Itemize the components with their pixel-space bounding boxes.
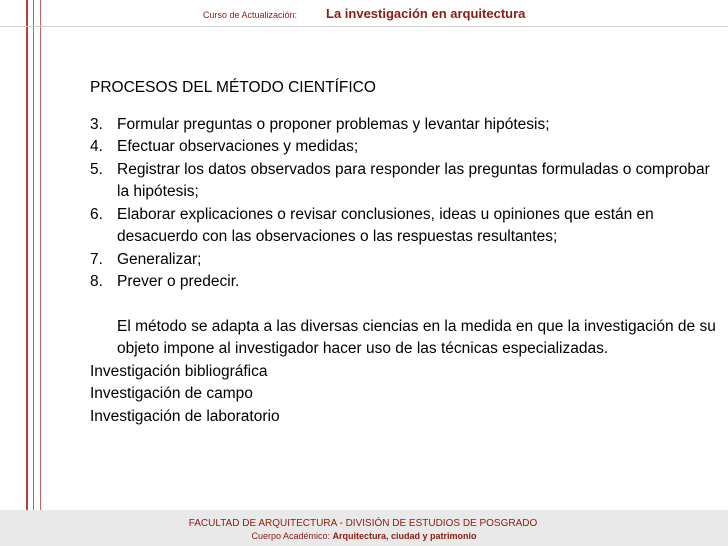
list-item [90,136,720,159]
slide-footer [0,510,728,546]
research-type-laboratory: Investigación de laboratorio [90,407,280,425]
course-title: La investigación en arquitectura [326,6,526,21]
footer-value: Arquitectura, ciudad y patrimonio [332,531,477,541]
step-number: 4. [90,138,103,155]
list-item [90,204,720,249]
left-border-line-3 [40,0,41,546]
step-text: Generalizar; [117,250,202,268]
step-text: Elaborar explicaciones o revisar conclusiones, ideas u opiniones que están en desacuerdo con las observaciones o las respuestas resultantes; [117,205,654,245]
step-text: Formular preguntas o proponer problemas y levantar hipótesis; [117,115,550,133]
step-number: 7. [90,250,103,268]
steps-list [90,114,720,294]
step-number: 8. [90,273,103,290]
header-divider [0,26,728,27]
research-type-bibliographic: Investigación bibliográfica [90,362,268,380]
step-number: 3. [90,115,103,133]
step-text: Registrar los datos observados para responder las preguntas formuladas o comprobar la hipótesis; [117,160,710,200]
step-text: Prever o predecir. [117,273,240,290]
list-item [90,159,720,204]
left-border-line-2 [33,0,34,546]
slide-content [90,77,720,428]
slide-header [0,4,728,26]
left-border-line-1 [26,0,28,546]
section-heading: PROCESOS DEL MÉTODO CIENTÍFICO [90,79,376,96]
method-paragraph: El método se adapta a las diversas ciencias en la medida en que la investigación de su objeto impone al investigador hacer uso de las técnicas especializadas. [117,317,716,357]
step-number: 5. [90,160,103,178]
list-item [90,114,720,137]
footer-label: Cuerpo Académico: [251,531,330,541]
step-number: 6. [90,205,103,223]
footer-institution [0,518,728,529]
list-item [90,271,720,294]
research-type-field: Investigación de campo [90,385,253,402]
list-item [90,249,720,272]
step-text: Efectuar observaciones y medidas; [117,138,359,155]
course-label: Curso de Actualización: [203,10,298,20]
footer-academic-body [0,531,728,541]
footer-line-1: FACULTAD DE ARQUITECTURA - DIVISIÓN DE ESTUDIOS DE POSGRADO [188,518,538,529]
